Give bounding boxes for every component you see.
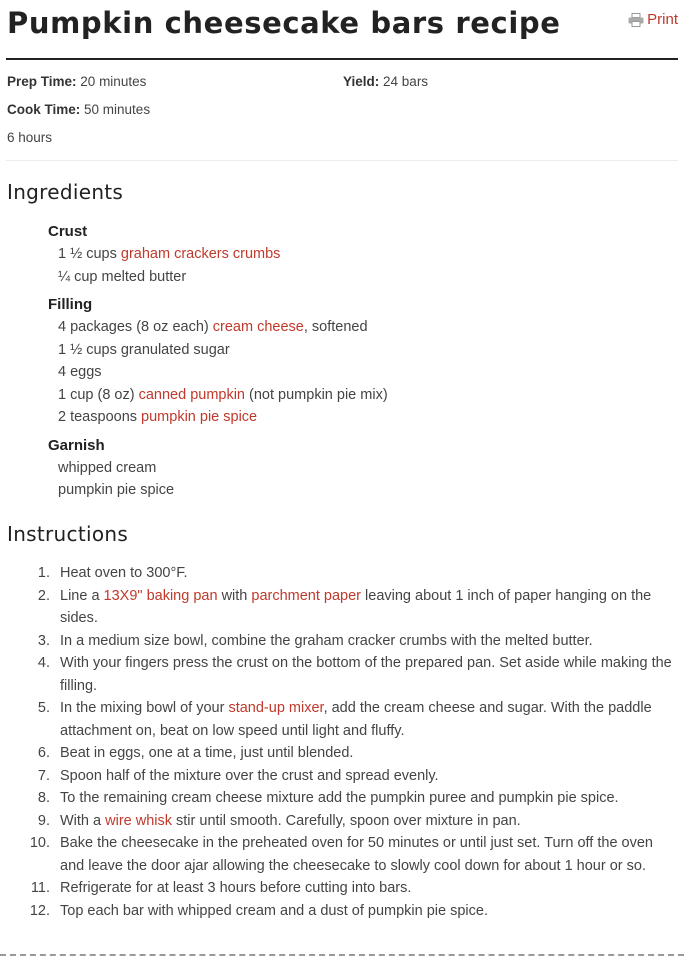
total-time <box>7 130 52 145</box>
total-time-value: 6 hours <box>7 130 53 145</box>
step-text: Top each bar with whipped cream and a dust of pumpkin pie spice. <box>60 902 488 919</box>
ingredient-item <box>58 342 230 358</box>
step-text: Beat in eggs, one at a time, just until blended. <box>60 745 354 761</box>
step-text: Refrigerate for at least 3 hours before cutting into bars. <box>60 880 412 896</box>
step-text: Heat oven to 300°F. <box>60 565 188 581</box>
step-text: To the remaining cream cheese mixture add the pumpkin puree and pumpkin pie spice. <box>60 790 619 806</box>
instruction-step <box>0 787 684 810</box>
ingredient-text: 2 teaspoons <box>58 409 142 425</box>
prep-time-value: 20 minutes <box>80 74 147 89</box>
step-number: 6. <box>37 745 50 761</box>
step-text: With your fingers press the crust on the bottom of the prepared pan. Set aside while making the filling. <box>60 655 672 694</box>
step-number: 4. <box>37 655 50 671</box>
ingredient-link[interactable]: graham crackers crumbs <box>120 246 281 262</box>
step-link[interactable]: parchment paper <box>251 587 362 604</box>
step-number: 9. <box>37 812 50 829</box>
step-number: 7. <box>37 767 50 784</box>
print-label: Print <box>647 11 678 28</box>
instruction-step <box>0 742 684 765</box>
group-crust: Crust <box>48 223 88 240</box>
title-divider <box>6 58 678 60</box>
instruction-step <box>0 810 684 833</box>
ingredient-link[interactable]: cream cheese <box>212 319 304 335</box>
instruction-step <box>0 630 684 653</box>
step-text: leaving about 1 inch of paper hanging on the sides. <box>60 587 652 626</box>
cook-time <box>7 102 150 117</box>
step-number: 3. <box>37 632 50 649</box>
ingredient-text: 4 eggs <box>58 364 102 380</box>
step-text: stir until smooth. Carefully, spoon over mixture in pan. <box>172 812 521 829</box>
instruction-step <box>0 652 684 697</box>
ingredient-item <box>58 319 368 335</box>
ingredient-item <box>58 364 102 380</box>
recipe-title: Pumpkin cheesecake bars recipe <box>7 6 561 40</box>
yield-label: Yield: <box>343 74 380 89</box>
step-link[interactable]: wire whisk <box>105 812 172 829</box>
instruction-step <box>0 832 684 877</box>
ingredient-item <box>58 269 186 285</box>
print-button[interactable] <box>628 11 678 28</box>
meta-divider <box>6 160 678 161</box>
step-text: Line a <box>60 587 104 604</box>
step-number: 10. <box>29 835 50 851</box>
ingredient-item <box>58 482 174 498</box>
step-number: 5. <box>37 700 50 716</box>
step-text: With a <box>60 812 106 829</box>
ingredient-link[interactable]: pumpkin pie spice <box>141 409 258 425</box>
ingredient-text: whipped cream <box>58 460 157 476</box>
group-filling: Filling <box>48 296 93 313</box>
ingredient-text: pumpkin pie spice <box>58 482 175 498</box>
cook-time-label: Cook Time: <box>7 102 81 117</box>
ingredient-text: 1 ½ cups granulated sugar <box>58 342 230 358</box>
bottom-divider <box>0 954 684 956</box>
cook-time-value: 50 minutes <box>84 102 151 117</box>
step-number: 11. <box>30 880 50 896</box>
ingredient-link[interactable]: canned pumpkin <box>138 387 246 403</box>
yield <box>343 74 428 89</box>
ingredient-text: 1 cup (8 oz) <box>58 387 139 403</box>
step-text: Bake the cheesecake in the preheated oven for 50 minutes or until just set. Turn off the oven and leave the door ajar allowing the cheesecake to slowly cool down for about 1 hour or so. <box>60 835 653 874</box>
step-text: In the mixing bowl of your <box>60 700 229 716</box>
instruction-step <box>0 562 684 585</box>
instruction-step <box>0 585 684 630</box>
step-number: 8. <box>37 790 50 806</box>
instruction-step <box>0 877 684 900</box>
instruction-step <box>0 765 684 788</box>
ingredient-text: 1 ½ cups <box>58 246 121 262</box>
ingredient-text: 4 packages (8 oz each) <box>58 319 213 335</box>
printer-icon <box>628 13 644 27</box>
prep-time <box>7 74 146 89</box>
step-text: with <box>217 587 252 604</box>
instructions-heading: Instructions <box>7 522 129 546</box>
step-number: 2. <box>37 587 50 604</box>
instruction-step <box>0 697 684 742</box>
ingredient-item <box>58 387 388 403</box>
group-garnish: Garnish <box>48 437 105 454</box>
step-text: , add the cream cheese and sugar. With the paddle attachment on, beat on low speed until light and fluffy. <box>60 700 652 739</box>
instruction-step <box>0 900 684 923</box>
ingredient-text: (not pumpkin pie mix) <box>245 387 388 403</box>
ingredient-text: ¼ cup melted butter <box>58 269 187 285</box>
ingredient-text: , softened <box>303 319 368 335</box>
yield-value: 24 bars <box>383 74 429 89</box>
step-text: Spoon half of the mixture over the crust and spread evenly. <box>60 767 439 784</box>
step-text: In a medium size bowl, combine the graham cracker crumbs with the melted butter. <box>60 632 593 649</box>
step-number: 1. <box>37 565 50 581</box>
ingredient-item <box>58 460 156 476</box>
ingredients-heading: Ingredients <box>7 180 124 204</box>
step-link[interactable]: 13X9" baking pan <box>103 587 218 604</box>
step-link[interactable]: stand-up mixer <box>228 700 324 716</box>
step-number: 12. <box>29 902 50 919</box>
instructions-list <box>0 562 684 922</box>
ingredient-item <box>58 246 280 262</box>
ingredient-item <box>58 409 257 425</box>
prep-time-label: Prep Time: <box>7 74 77 89</box>
